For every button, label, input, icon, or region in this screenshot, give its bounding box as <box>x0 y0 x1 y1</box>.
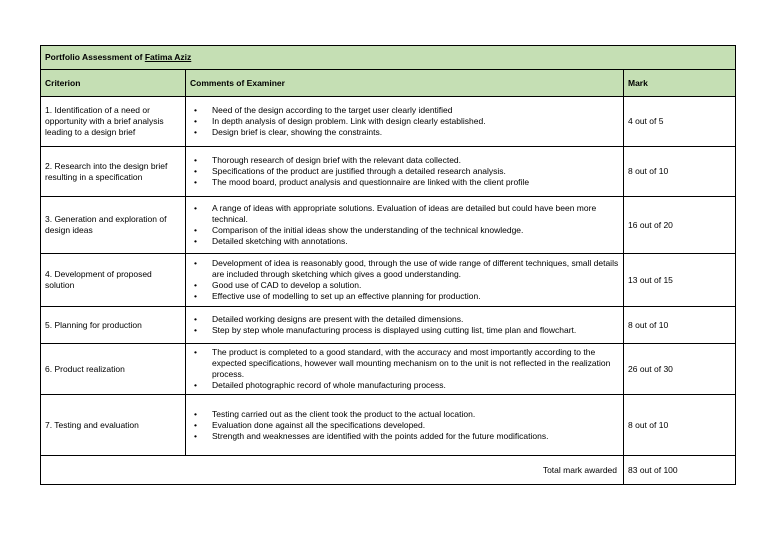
comment-item: • Effective use of modelling to set up an effective planning for production. <box>208 291 619 302</box>
mark-cell: 13 out of 15 <box>624 254 736 307</box>
column-header-criterion: Criterion <box>41 70 186 97</box>
criterion-cell: 5. Planning for production <box>41 307 186 344</box>
title-row <box>41 46 736 70</box>
comments-cell <box>186 97 624 147</box>
assessment-table <box>40 45 736 485</box>
comment-item: • Need of the design according to the target user clearly identified <box>208 105 619 116</box>
total-value: 83 out of 100 <box>624 456 736 485</box>
comment-item: • Detailed sketching with annotations. <box>208 236 619 247</box>
table-title <box>41 46 736 70</box>
comment-item: • Evaluation done against all the specifications developed. <box>208 420 619 431</box>
criterion-cell: 6. Product realization <box>41 344 186 395</box>
table-row <box>41 307 736 344</box>
table-row <box>41 395 736 456</box>
comment-item: • The mood board, product analysis and questionnaire are linked with the client profile <box>208 177 619 188</box>
comment-item: • In depth analysis of design problem. Link with design clearly established. <box>208 116 619 127</box>
criterion-cell: 2. Research into the design brief resulting in a specification <box>41 147 186 197</box>
comment-item: • Detailed working designs are present with the detailed dimensions. <box>208 314 619 325</box>
column-header-mark: Mark <box>624 70 736 97</box>
comment-item: • Strength and weaknesses are identified with the points added for the future modifications. <box>208 431 619 442</box>
comment-item: • Development of idea is reasonably good, through the use of wide range of different techniques, small details are included through sketching which gives a good understanding. <box>208 258 619 280</box>
student-name: Fatima Aziz <box>144 52 192 62</box>
comment-item: • Specifications of the product are justified through a detailed research analysis. <box>208 166 619 177</box>
table-row <box>41 344 736 395</box>
mark-cell: 8 out of 10 <box>624 307 736 344</box>
mark-cell: 8 out of 10 <box>624 395 736 456</box>
comment-item: • The product is completed to a good standard, with the accuracy and most importantly according to the expected specifications, however wall mounting mechanism on to the unit is not reflected in the realization process. <box>208 347 619 380</box>
criterion-cell: 1. Identification of a need or opportunity with a brief analysis leading to a design brief <box>41 97 186 147</box>
mark-cell: 26 out of 30 <box>624 344 736 395</box>
criterion-cell: 7. Testing and evaluation <box>41 395 186 456</box>
comment-item: • Step by step whole manufacturing process is displayed using cutting list, time plan and flowchart. <box>208 325 619 336</box>
table-row <box>41 197 736 254</box>
comments-cell <box>186 197 624 254</box>
comment-item: • Detailed photographic record of whole manufacturing process. <box>208 380 619 391</box>
comment-item: • Testing carried out as the client took the product to the actual location. <box>208 409 619 420</box>
comment-item: • Comparison of the initial ideas show the understanding of the technical knowledge. <box>208 225 619 236</box>
title-prefix: Portfolio Assessment of <box>45 52 145 62</box>
comment-item: • A range of ideas with appropriate solutions. Evaluation of ideas are detailed but could have been more technical. <box>208 203 619 225</box>
column-header-comments: Comments of Examiner <box>186 70 624 97</box>
mark-cell: 8 out of 10 <box>624 147 736 197</box>
criterion-cell: 4. Development of proposed solution <box>41 254 186 307</box>
mark-cell: 4 out of 5 <box>624 97 736 147</box>
mark-cell: 16 out of 20 <box>624 197 736 254</box>
comments-cell <box>186 147 624 197</box>
total-row <box>41 456 736 485</box>
comments-cell <box>186 307 624 344</box>
comments-cell <box>186 254 624 307</box>
comments-cell <box>186 395 624 456</box>
table-row <box>41 97 736 147</box>
total-label: Total mark awarded <box>41 456 624 485</box>
comment-item: • Thorough research of design brief with the relevant data collected. <box>208 155 619 166</box>
table-row <box>41 254 736 307</box>
table-row <box>41 147 736 197</box>
comment-item: • Good use of CAD to develop a solution. <box>208 280 619 291</box>
assessment-sheet <box>40 45 735 485</box>
header-row <box>41 70 736 97</box>
comment-item: • Design brief is clear, showing the constraints. <box>208 127 619 138</box>
comments-cell <box>186 344 624 395</box>
criterion-cell: 3. Generation and exploration of design ideas <box>41 197 186 254</box>
